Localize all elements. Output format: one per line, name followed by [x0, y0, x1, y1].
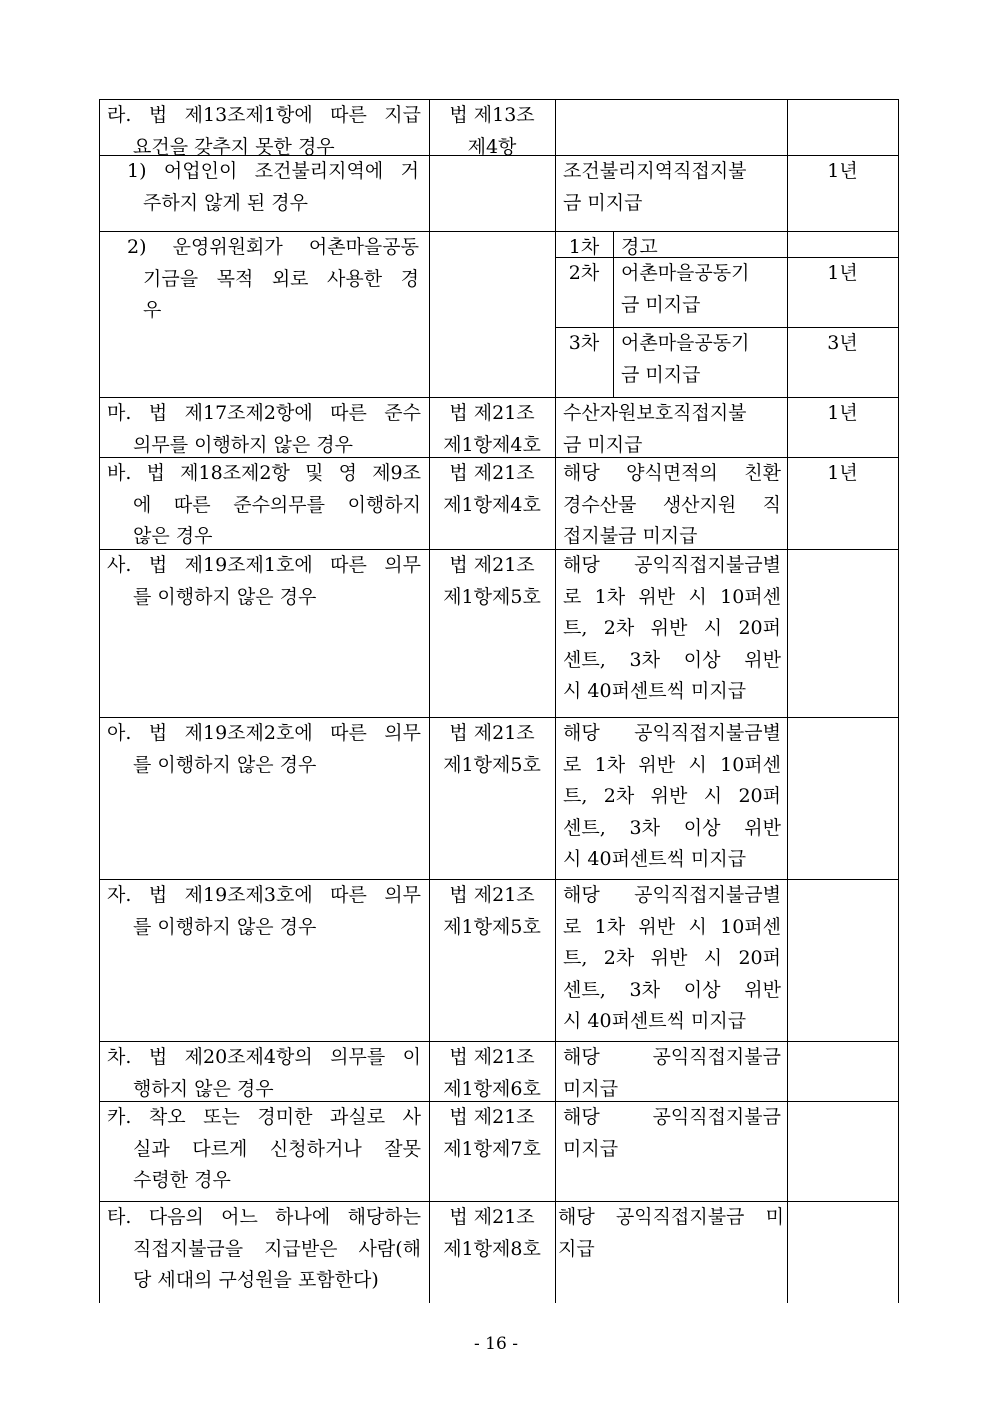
basis-cell — [433, 1202, 551, 1265]
item-cell-line: 행하지 않은 경우 — [133, 1077, 274, 1100]
measure-cell — [563, 550, 781, 708]
period-cell-line: 1년 — [827, 402, 858, 424]
table-border — [787, 99, 788, 1303]
measure-cell-line: 어촌마을공동기 — [621, 332, 750, 354]
basis-cell-line: 법 제21조 — [449, 1046, 535, 1068]
item-cell — [127, 156, 419, 219]
item-cell-line: 타. 다음의 어느 하나에 해당하는 — [107, 1206, 421, 1228]
basis-cell-line: 법 제21조 — [449, 462, 535, 484]
item-cell — [107, 1042, 421, 1105]
item-cell-line: 를 이행하지 않은 경우 — [133, 753, 317, 776]
item-cell-line: 카. 착오 또는 경미한 과실로 사 — [107, 1106, 421, 1128]
basis-cell — [433, 1102, 551, 1165]
item-cell-line: 실과 다르게 신청하거나 잘못 — [133, 1137, 421, 1160]
basis-cell — [433, 458, 551, 521]
measure-cell-line: 로 1차 위반 시 10퍼센 — [563, 585, 781, 608]
measure-cell-line: 트, 2차 위반 시 20퍼 — [563, 617, 781, 639]
item-cell-line: 요건을 갖추지 못한 경우 — [133, 135, 335, 158]
measure-cell-line: 해당 공익직접지불금별 — [563, 554, 781, 576]
item-cell-line: 바. 법 제18조제2항 및 영 제9조 — [107, 462, 421, 484]
basis-cell — [433, 550, 551, 613]
basis-cell-line: 제1항제4호 — [443, 433, 541, 456]
measure-cell — [563, 398, 781, 461]
basis-cell-line: 제1항제5호 — [443, 915, 541, 938]
basis-cell-line: 제1항제7호 — [443, 1137, 541, 1160]
basis-cell-line: 제1항제6호 — [443, 1077, 541, 1100]
count-cell-line: 1차 — [568, 236, 600, 258]
item-cell — [107, 1102, 421, 1197]
measure-cell-line: 어촌마을공동기 — [621, 262, 750, 284]
table-border — [429, 99, 430, 1303]
measure-cell-line: 경수산물 생산지원 직 — [563, 493, 781, 516]
period-cell-line: 1년 — [827, 160, 858, 182]
basis-cell-line: 법 제21조 — [449, 1106, 535, 1128]
period-cell — [791, 258, 894, 290]
item-cell-line: 주하지 않게 된 경우 — [143, 191, 308, 214]
item-cell-line: 2) 운영위원회가 어촌마을공동 — [127, 236, 419, 258]
basis-cell-line: 제1항제5호 — [443, 753, 541, 776]
item-cell-line: 않은 경우 — [133, 525, 213, 547]
measure-cell-line: 미지급 — [563, 1077, 619, 1100]
item-cell — [107, 100, 421, 163]
measure-cell-line: 트, 2차 위반 시 20퍼 — [563, 947, 781, 969]
item-cell — [107, 880, 421, 943]
item-cell-line: 기금을 목적 외로 사용한 경 — [143, 267, 419, 290]
table-border — [99, 99, 100, 1303]
measure-cell — [563, 1042, 781, 1105]
measure-cell-line: 금 미지급 — [621, 293, 701, 316]
count-cell — [559, 258, 609, 290]
period-cell — [791, 156, 894, 188]
measure-cell-line: 경고 — [621, 236, 658, 258]
item-cell-line: 아. 법 제19조제2호에 따른 의무 — [107, 722, 421, 744]
measure-cell — [621, 258, 775, 321]
measure-cell — [558, 1202, 784, 1265]
item-cell-line: 우 — [143, 299, 162, 321]
measure-cell-line: 미지급 — [563, 1137, 619, 1160]
measure-cell-line: 센트, 3차 이상 위반 — [563, 978, 781, 1001]
measure-cell-line: 해당 공익직접지불금 — [563, 1106, 781, 1128]
measure-cell-line: 로 1차 위반 시 10퍼센 — [563, 915, 781, 938]
penalty-table — [99, 99, 898, 1302]
basis-cell-line: 제1항제5호 — [443, 585, 541, 608]
table-border — [555, 99, 556, 1303]
measure-cell-line: 조건불리지역직접지불 — [563, 160, 747, 182]
item-cell — [127, 232, 419, 327]
basis-cell-line: 법 제21조 — [449, 554, 535, 576]
page-number: - 16 - — [474, 1334, 518, 1354]
measure-cell — [563, 718, 781, 876]
period-cell — [791, 328, 894, 360]
table-border — [898, 99, 899, 1303]
measure-cell-line: 금 미지급 — [563, 433, 643, 456]
measure-cell-line: 해당 공익직접지불금 — [563, 1046, 781, 1068]
measure-cell-line: 금 미지급 — [563, 191, 643, 214]
item-cell-line: 의무를 이행하지 않은 경우 — [133, 433, 354, 456]
item-cell-line: 라. 법 제13조제1항에 따른 지급 — [107, 104, 421, 126]
item-cell-line: 를 이행하지 않은 경우 — [133, 585, 317, 608]
period-cell-line: 3년 — [827, 332, 858, 354]
basis-cell — [433, 880, 551, 943]
measure-cell-line: 해당 공익직접지불금 미 — [558, 1206, 784, 1228]
item-cell-line: 마. 법 제17조제2항에 따른 준수 — [107, 402, 421, 424]
count-cell-line: 2차 — [568, 262, 600, 284]
measure-cell-line: 시 40퍼센트씩 미지급 — [563, 1010, 747, 1032]
measure-cell — [563, 880, 781, 1038]
item-cell-line: 당 세대의 구성원을 포함한다) — [133, 1269, 379, 1291]
measure-cell-line: 해당 양식면적의 친환 — [563, 462, 781, 484]
measure-cell — [563, 458, 781, 553]
item-cell — [107, 1202, 421, 1297]
item-cell-line: 차. 법 제20조제4항의 의무를 이 — [107, 1046, 421, 1068]
basis-cell-line: 법 제21조 — [449, 884, 535, 906]
count-cell-line: 3차 — [568, 332, 600, 354]
basis-cell — [433, 100, 551, 163]
basis-cell-line: 제4항 — [467, 135, 517, 158]
measure-cell-line: 시 40퍼센트씩 미지급 — [563, 680, 747, 702]
measure-cell — [563, 1102, 781, 1165]
measure-cell-line: 수산자원보호직접지불 — [563, 402, 747, 424]
period-cell-line: 1년 — [827, 462, 858, 484]
measure-cell-line: 금 미지급 — [621, 363, 701, 386]
item-cell-line: 사. 법 제19조제1호에 따른 의무 — [107, 554, 421, 576]
basis-cell — [433, 398, 551, 461]
measure-cell-line: 트, 2차 위반 시 20퍼 — [563, 785, 781, 807]
item-cell-line: 에 따른 준수의무를 이행하지 — [133, 493, 421, 516]
item-cell — [107, 398, 421, 461]
item-cell-line: 수령한 경우 — [133, 1169, 231, 1191]
count-cell — [559, 328, 609, 360]
basis-cell-line: 법 제21조 — [449, 402, 535, 424]
item-cell — [107, 718, 421, 781]
measure-cell-line: 시 40퍼센트씩 미지급 — [563, 848, 747, 870]
period-cell — [791, 398, 894, 430]
measure-cell-line: 로 1차 위반 시 10퍼센 — [563, 753, 781, 776]
item-cell — [107, 458, 421, 553]
measure-cell-line: 지급 — [558, 1237, 595, 1260]
basis-cell — [433, 1042, 551, 1105]
measure-cell-line: 접지불금 미지급 — [563, 525, 698, 547]
measure-cell — [621, 328, 775, 391]
basis-cell — [433, 718, 551, 781]
measure-cell-line: 센트, 3차 이상 위반 — [563, 648, 781, 671]
measure-cell-line: 해당 공익직접지불금별 — [563, 884, 781, 906]
item-cell-line: 직접지불금을 지급받은 사람(해 — [133, 1237, 421, 1260]
item-cell-line: 자. 법 제19조제3호에 따른 의무 — [107, 884, 421, 906]
basis-cell-line: 법 제21조 — [449, 1206, 535, 1228]
basis-cell-line: 법 제13조 — [449, 104, 535, 126]
item-cell-line: 1) 어업인이 조건불리지역에 거 — [127, 160, 419, 182]
period-cell-line: 1년 — [827, 262, 858, 284]
basis-cell-line: 제1항제4호 — [443, 493, 541, 516]
item-cell-line: 를 이행하지 않은 경우 — [133, 915, 317, 938]
basis-cell-line: 제1항제8호 — [443, 1237, 541, 1260]
item-cell — [107, 550, 421, 613]
period-cell — [791, 458, 894, 490]
measure-cell-line: 해당 공익직접지불금별 — [563, 722, 781, 744]
basis-cell-line: 법 제21조 — [449, 722, 535, 744]
measure-cell — [563, 156, 781, 219]
measure-cell-line: 센트, 3차 이상 위반 — [563, 816, 781, 839]
